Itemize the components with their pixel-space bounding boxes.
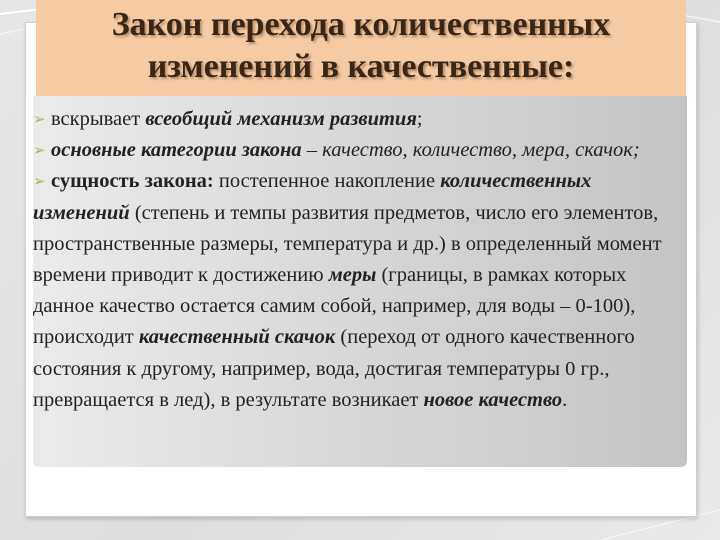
bullet-3-text-1: постепенное накопление	[213, 170, 441, 193]
bullet-3-end: .	[562, 388, 568, 411]
bullet-3-text-2: (степень и темпы развития предметов, число его элементов, пространственные размеры, температура и др.) в определенный момент времени приводит к достижению	[33, 201, 662, 287]
bullet-2-emphasis: основные категории закона	[51, 139, 302, 162]
arrowhead-bullet-icon: ➢	[33, 110, 46, 128]
bullet-3	[33, 166, 681, 416]
bullet-1	[33, 104, 681, 135]
bullet-2	[33, 135, 681, 166]
bullet-3-emphasis-3: качественный скачок	[138, 326, 336, 349]
bullet-1-end: ;	[416, 108, 423, 130]
slide-body	[33, 104, 681, 416]
bullet-1-emphasis: всеобщий механизм развития	[145, 108, 417, 130]
slide-title: Закон перехода количественных изменений в качественные:	[111, 6, 611, 85]
bullet-3-heading: сущность закона:	[51, 170, 214, 193]
arrowhead-bullet-icon: ➢	[33, 141, 46, 160]
bullet-3-emphasis-4: новое качество	[423, 388, 563, 411]
arrowhead-bullet-icon: ➢	[33, 172, 46, 191]
bullet-3-text-3: (границы, в рамках которых данное качество остается самим собой, например, для воды – 0-100), происходит	[33, 264, 636, 349]
bullet-3-emphasis-1: количественных изменений	[33, 170, 592, 224]
bullet-3-emphasis-2: меры	[328, 264, 377, 287]
bullet-1-text: вскрывает	[51, 108, 146, 130]
bullet-2-text: – качество, количество, мера, скачок;	[301, 139, 640, 162]
bullet-3-text-4: (переход от одного качественного состояния к другому, например, вода, достигая температуры 0 гр., превращается в лед), в результате возникает	[33, 326, 635, 411]
